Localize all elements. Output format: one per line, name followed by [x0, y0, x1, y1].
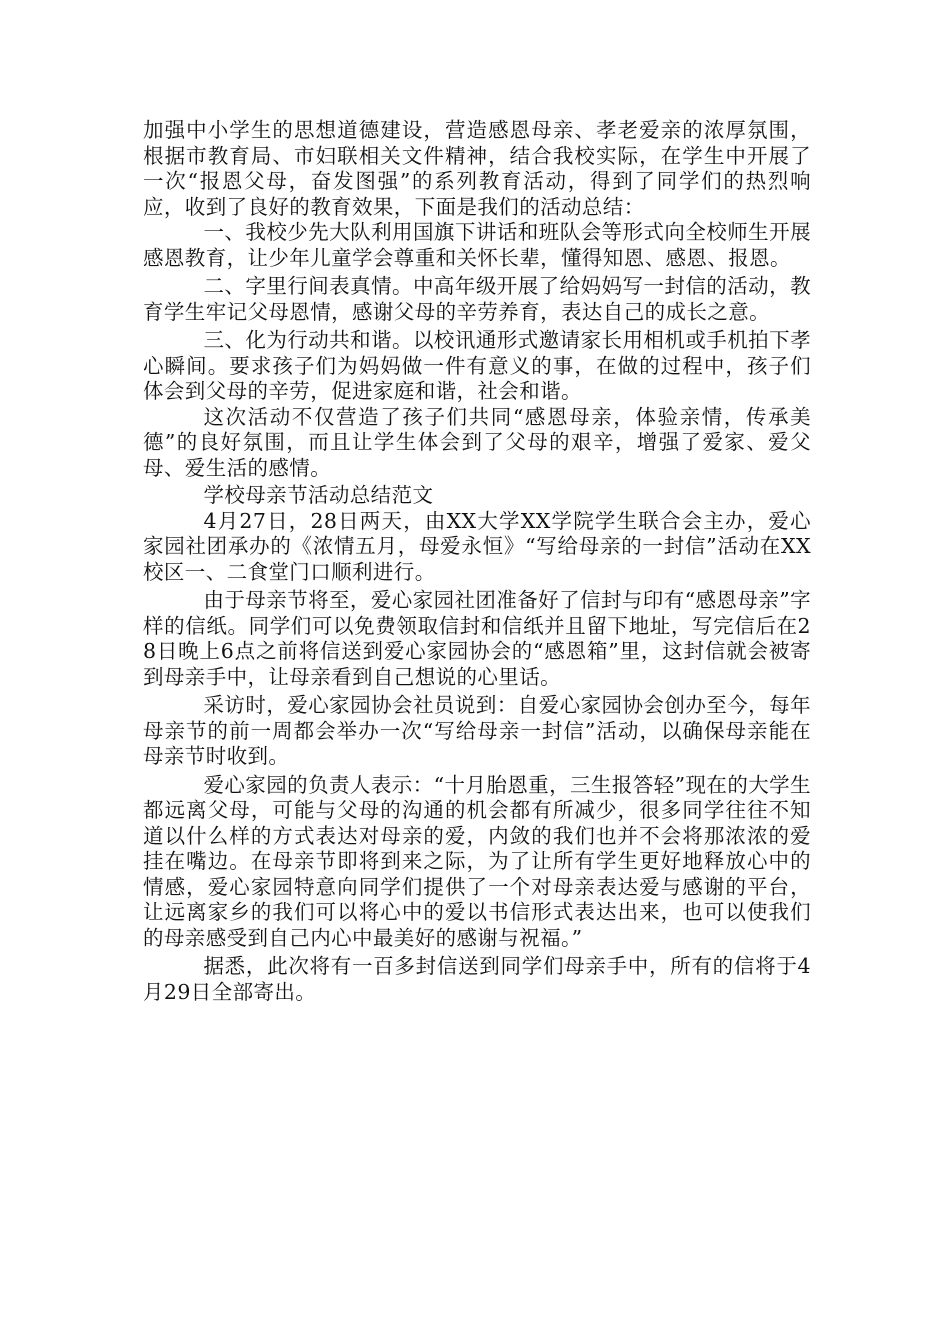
paragraph-intro: 加强中小学生的思想道德建设，营造感恩母亲、孝老爱亲的浓厚氛围，根据市教育局、市妇联相关文件精神，结合我校实际，在学生中开展了一次“报恩父母，奋发图强”的系列教育活动，得到了同学们的热烈响应，收到了良好的教育效果，下面是我们的活动总结： — [143, 118, 811, 219]
paragraph-organizer-quote: 爱心家园的负责人表示：“十月胎恩重，三生报答轻”现在的大学生都远离父母，可能与父母的沟通的机会都有所减少，很多同学往往不知道以什么样的方式表达对母亲的爱，内敛的我们也并不会将那浓浓的爱挂在嘴边。在母亲节即将到来之际，为了让所有学生更好地释放心中的情感，爱心家园特意向同学们提供了一个对母亲表达爱与感谢的平台，让远离家乡的我们可以将心中的爱以书信形式表达出来，也可以使我们的母亲感受到自己内心中最美好的感谢与祝福。” — [143, 772, 811, 950]
paragraph-conclusion: 这次活动不仅营造了孩子们共同“感恩母亲，体验亲情，传承美德”的良好氛围，而且让学生体会到了父母的艰辛，增强了爱家、爱父母、爱生活的感情。 — [143, 404, 811, 480]
paragraph-interview: 采访时，爱心家园协会社员说到：自爱心家园协会创办至今，每年母亲节的前一周都会举办一次“写给母亲一封信”活动，以确保母亲能在母亲节时收到。 — [143, 693, 811, 768]
paragraph-item-2: 二、字里行间表真情。中高年级开展了给妈妈写一封信的活动，教育学生牢记父母恩情，感谢父母的辛劳养育，表达自己的成长之意。 — [143, 274, 811, 324]
paragraph-item-3: 三、化为行动共和谐。以校讯通形式邀请家长用相机或手机拍下孝心瞬间。要求孩子们为妈妈做一件有意义的事，在做的过程中，孩子们体会到父母的辛劳，促进家庭和谐，社会和谐。 — [143, 328, 811, 403]
paragraph-item-1: 一、我校少先大队利用国旗下讲话和班队会等形式向全校师生开展感恩教育，让少年儿童学会尊重和关怀长辈，懂得知恩、感恩、报恩。 — [143, 220, 811, 270]
paragraph-closing: 据悉，此次将有一百多封信送到同学们母亲手中，所有的信将于4月29日全部寄出。 — [143, 954, 811, 1004]
document-body — [143, 118, 811, 1005]
paragraph-event: 4月27日，28日两天，由XX大学XX学院学生联合会主办，爱心家园社团承办的《浓情五月，母爱永恒》“写给母亲的一封信”活动在XX校区一、二食堂门口顺利进行。 — [143, 508, 811, 584]
section-title: 学校母亲节活动总结范文 — [203, 483, 434, 507]
paragraph-letters: 由于母亲节将至，爱心家园社团准备好了信封与印有“感恩母亲”字样的信纸。同学们可以免费领取信封和信纸并且留下地址，写完信后在28日晚上6点之前将信送到爱心家园协会的“感恩箱”里，这封信就会被寄到母亲手中，让母亲看到自己想说的心里话。 — [143, 588, 811, 689]
